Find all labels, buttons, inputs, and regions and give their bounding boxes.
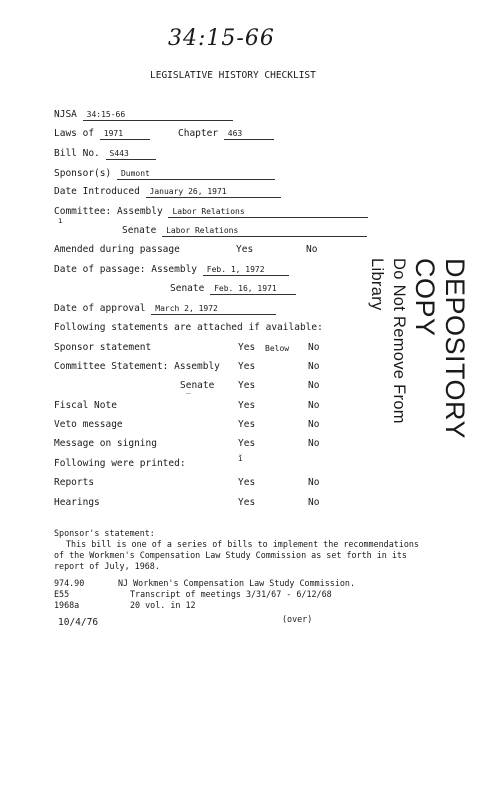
committee-statement-no: No xyxy=(308,361,320,372)
statements-heading: Following statements are attached if available: xyxy=(54,322,323,333)
sponsor-statement-heading: Sponsor's statement: xyxy=(54,528,155,538)
bill-field: S443 xyxy=(106,148,156,160)
committee-senate-row: Senate Labor Relations xyxy=(122,225,367,237)
bill-row: Bill No. S443 xyxy=(54,148,156,160)
approval-row: Date of approval March 2, 1972 xyxy=(54,303,276,315)
hearings-no: No xyxy=(308,497,320,508)
committee-senate-field: Labor Relations xyxy=(162,225,367,237)
signing-label: Message on signing xyxy=(54,438,157,449)
hearings-label: Hearings xyxy=(54,497,100,508)
amended-yes: Yes xyxy=(236,244,254,255)
sponsor-statement-note: Below xyxy=(265,344,290,353)
njsa-field: 34:15-66 xyxy=(83,109,233,121)
reference-line: NJ Workmen's Compensation Law Study Commission. xyxy=(118,578,355,588)
passage-assembly-row: Date of passage: Assembly Feb. 1, 1972 xyxy=(54,264,289,276)
introduced-field: January 26, 1971 xyxy=(146,186,281,198)
sponsor-statement-yes: Yes xyxy=(238,342,256,353)
sponsor-statement-line: of the Workmen's Compensation Law Study Commission as set forth in its xyxy=(54,550,407,560)
passage-senate-row: Senate Feb. 16, 1971 xyxy=(170,283,296,295)
handwritten-number: 34:15-66 xyxy=(168,26,275,51)
committee-senate-yes: Yes xyxy=(238,380,256,391)
footer-over: (over) xyxy=(282,614,313,624)
introduced-row: Date Introduced January 26, 1971 xyxy=(54,186,281,198)
call-number: 974.90 xyxy=(54,578,85,588)
signing-no: No xyxy=(308,438,320,449)
passage-assembly-field: Feb. 1, 1972 xyxy=(203,264,289,276)
stray-mark: ǐ xyxy=(238,454,243,463)
fiscal-yes: Yes xyxy=(238,400,256,411)
committee-senate-no: No xyxy=(308,380,320,391)
veto-label: Veto message xyxy=(54,419,123,430)
fiscal-label: Fiscal Note xyxy=(54,400,117,411)
veto-no: No xyxy=(308,419,320,430)
committee-statement-yes: Yes xyxy=(238,361,256,372)
veto-yes: Yes xyxy=(238,419,256,430)
amended-label: Amended during passage xyxy=(54,244,180,255)
passage-senate-field: Feb. 16, 1971 xyxy=(210,283,296,295)
fiscal-no: No xyxy=(308,400,320,411)
sponsor-statement-no: No xyxy=(308,342,320,353)
sponsor-statement-line: report of July, 1968. xyxy=(54,561,160,571)
stamp-title: DEPOSITORY COPY xyxy=(410,258,470,439)
committee-assembly-field: Labor Relations xyxy=(168,206,368,218)
committee-senate-label: Senate xyxy=(180,380,215,391)
stamp-subtitle: Do Not Remove From Library xyxy=(368,258,408,424)
page-title: LEGISLATIVE HISTORY CHECKLIST xyxy=(150,70,316,81)
stray-mark: ı xyxy=(58,216,63,225)
hearings-yes: Yes xyxy=(238,497,256,508)
stray-mark: ‾ xyxy=(186,392,191,401)
committee-statement-label: Committee Statement: Assembly xyxy=(54,361,220,372)
reports-yes: Yes xyxy=(238,477,256,488)
reference-line: Transcript of meetings 3/31/67 - 6/12/68 xyxy=(130,589,332,599)
sponsor-field: Dumont xyxy=(117,168,275,180)
chapter-row: Chapter 463 xyxy=(178,128,274,140)
printed-heading: Following were printed: xyxy=(54,458,186,469)
sponsor-row: Sponsor(s) Dumont xyxy=(54,168,275,180)
approval-field: March 2, 1972 xyxy=(151,303,276,315)
footer-date: 10/4/76 xyxy=(58,617,99,628)
chapter-field: 463 xyxy=(224,128,274,140)
sponsor-statement-line: This bill is one of a series of bills to implement the recommendations xyxy=(66,539,419,549)
amended-no: No xyxy=(306,244,318,255)
sponsor-statement-label: Sponsor statement xyxy=(54,342,152,353)
depository-stamp xyxy=(368,258,470,478)
committee-assembly-row: Committee: Assembly Labor Relations xyxy=(54,206,368,218)
reports-no: No xyxy=(308,477,320,488)
signing-yes: Yes xyxy=(238,438,256,449)
call-number: E55 xyxy=(54,589,70,599)
laws-row: Laws of 1971 xyxy=(54,128,150,140)
laws-field: 1971 xyxy=(100,128,150,140)
reports-label: Reports xyxy=(54,477,95,488)
call-number: 1968a xyxy=(54,600,80,610)
njsa-row: NJSA 34:15-66 xyxy=(54,109,233,121)
reference-line: 20 vol. in 12 xyxy=(130,600,196,610)
